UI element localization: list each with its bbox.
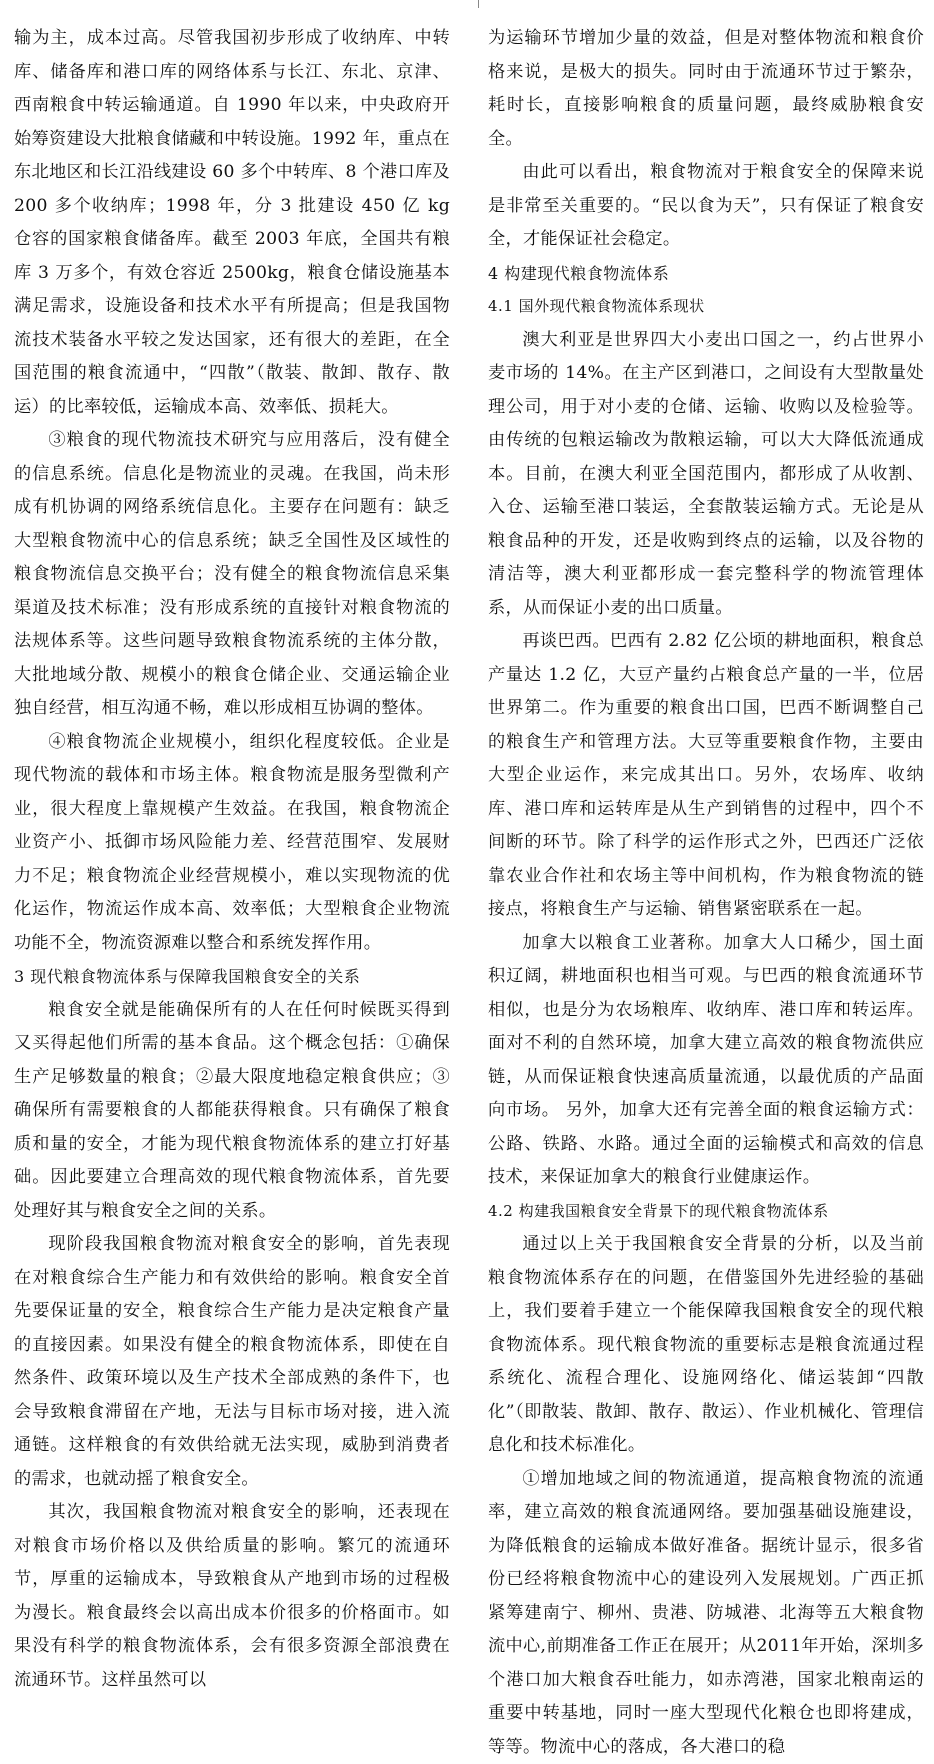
paragraph: 输为主，成本过高。尽管我国初步形成了收纳库、中转库、储备库和港口库的网络体系与长江、东北、京津、西南粮食中转运输通道。自 1990 年以来，中央政府开始筹资建设大批粮食储藏和中转设施。1992 年，重点在东北地区和长江沿线建设 60 多个中转库、8 个港口库及 200 多个收纳库；1998 年，分 3 批建设 450 亿 kg 仓容的国家粮食储备库。截至 2003 年底，全国共有粮库 3 万多个，有效仓容近 2500kg，粮食仓储设施基本满足需求，设施设备和技术水平有所提高；但是我国物流技术装备水平较之发达国家，还有很大的差距，在全国范围的粮食流通中，“四散”（散装、散卸、散存、散运）的比率较低，运输成本高、效率低、损耗大。 [14,22,450,424]
subsection-heading-4-1: 4.1 国外现代粮食物流体系现状 [488,290,924,324]
paragraph: 通过以上关于我国粮食安全背景的分析，以及当前粮食物流体系存在的问题，在借鉴国外先进经验的基础上，我们要着手建立一个能保障我国粮食安全的现代粮食物流体系。现代粮食物流的重要标志是粮食流通过程系统化、流程合理化、设施网络化、储运装卸“四散化”（即散装、散卸、散存、散运）、作业机械化、管理信息化和技术标准化。 [488,1228,924,1463]
paragraph: ④粮食物流企业规模小，组织化程度较低。企业是现代物流的载体和市场主体。粮食物流是服务型微利产业，很大程度上靠规模产生效益。在我国，粮食物流企业资产小、抵御市场风险能力差、经营范围窄、发展财力不足；粮食物流企业经营规模小，难以实现物流的优化运作，物流运作成本高、效率低；大型粮食企业物流功能不全，物流资源难以整合和系统发挥作用。 [14,726,450,961]
column-divider-tick [478,0,485,8]
paragraph: 加拿大以粮食工业著称。加拿大人口稀少，国土面积辽阔，耕地面积也相当可观。与巴西的粮食流通环节相似，也是分为农场粮库、收纳库、港口库和转运库。面对不利的自然环境，加拿大建立高效的粮食物流供应链，从而保证粮食快速高质量流通，以最优质的产品面向市场。 另外，加拿大还有完善全面的粮食运输方式：公路、铁路、水路。通过全面的运输模式和高效的信息技术，来保证加拿大的粮食行业健康运作。 [488,927,924,1195]
left-column [14,22,450,1697]
paragraph: 由此可以看出，粮食物流对于粮食安全的保障来说是非常至关重要的。“民以食为天”，只有保证了粮食安全，才能保证社会稳定。 [488,156,924,257]
paragraph: 为运输环节增加少量的效益，但是对整体物流和粮食价格来说，是极大的损失。同时由于流通环节过于繁杂，耗时长，直接影响粮食的质量问题，最终威胁粮食安全。 [488,22,924,156]
paragraph: 其次，我国粮食物流对粮食安全的影响，还表现在对粮食市场价格以及供给质量的影响。繁冗的流通环节，厚重的运输成本，导致粮食从产地到市场的过程极为漫长。粮食最终会以高出成本价很多的价格面市。如果没有科学的粮食物流体系，会有很多资源全部浪费在流通环节。这样虽然可以 [14,1496,450,1697]
paragraph: 现阶段我国粮食物流对粮食安全的影响，首先表现在对粮食综合生产能力和有效供给的影响。粮食安全首先要保证量的安全，粮食综合生产能力是决定粮食产量的直接因素。如果没有健全的粮食物流体系，即使在自然条件、政策环境以及生产技术全部成熟的条件下，也会导致粮食滞留在产地，无法与目标市场对接，进入流通链。这样粮食的有效供给就无法实现，威胁到消费者的需求，也就动摇了粮食安全。 [14,1228,450,1496]
paragraph: ①增加地域之间的物流通道，提高粮食物流的流通率，建立高效的粮食流通网络。要加强基础设施建设，为降低粮食的运输成本做好准备。据统计显示，很多省份已经将粮食物流中心的建设列入发展规划。广西正抓紧筹建南宁、柳州、贵港、防城港、北海等五大粮食物流中心,前期准备工作正在展开；从2011年开始，深圳多个港口加大粮食吞吐能力，如赤湾港，国家北粮南运的重要中转基地，同时一座大型现代化粮仓也即将建成，等等。物流中心的落成，各大港口的稳 [488,1463,924,1764]
section-heading-3: 3 现代粮食物流体系与保障我国粮食安全的关系 [14,960,450,994]
section-heading-4: 4 构建现代粮食物流体系 [488,257,924,291]
subsection-heading-4-2: 4.2 构建我国粮食安全背景下的现代粮食物流体系 [488,1195,924,1229]
paragraph: ③粮食的现代物流技术研究与应用落后，没有健全的信息系统。信息化是物流业的灵魂。在我国，尚未形成有机协调的网络系统信息化。主要存在问题有：缺乏大型粮食物流中心的信息系统；缺乏全国性及区域性的粮食物流信息交换平台；没有健全的粮食物流信息采集渠道及技术标准；没有形成系统的直接针对粮食物流的法规体系等。这些问题导致粮食物流系统的主体分散，大批地域分散、规模小的粮食仓储企业、交通运输企业独自经营，相互沟通不畅，难以形成相互协调的整体。 [14,424,450,726]
paragraph: 澳大利亚是世界四大小麦出口国之一，约占世界小麦市场的 14%。在主产区到港口，之间设有大型散量处理公司，用于对小麦的仓储、运输、收购以及检验等。由传统的包粮运输改为散粮运输，可以大大降低流通成本。目前，在澳大利亚全国范围内，都形成了从收割、入仓、运输至港口装运，全套散装运输方式。无论是从粮食品种的开发，还是收购到终点的运输，以及谷物的清洁等，澳大利亚都形成一套完整科学的物流管理体系，从而保证小麦的出口质量。 [488,324,924,626]
right-column [488,22,924,1764]
paragraph: 再谈巴西。巴西有 2.82 亿公顷的耕地面积，粮食总产量达 1.2 亿，大豆产量约占粮食总产量的一半，位居世界第二。作为重要的粮食出口国，巴西不断调整自己的粮食生产和管理方法。大豆等重要粮食作物，主要由大型企业运作，来完成其出口。另外，农场库、收纳库、港口库和运转库是从生产到销售的过程中，四个不间断的环节。除了科学的运作形式之外，巴西还广泛依靠农业合作社和农场主等中间机构，作为粮食物流的链接点，将粮食生产与运输、销售紧密联系在一起。 [488,625,924,927]
paragraph: 粮食安全就是能确保所有的人在任何时候既买得到又买得起他们所需的基本食品。这个概念包括：①确保生产足够数量的粮食；②最大限度地稳定粮食供应；③确保所有需要粮食的人都能获得粮食。只有确保了粮食质和量的安全，才能为现代粮食物流体系的建立打好基础。因此要建立合理高效的现代粮食物流体系，首先要处理好其与粮食安全之间的关系。 [14,994,450,1229]
